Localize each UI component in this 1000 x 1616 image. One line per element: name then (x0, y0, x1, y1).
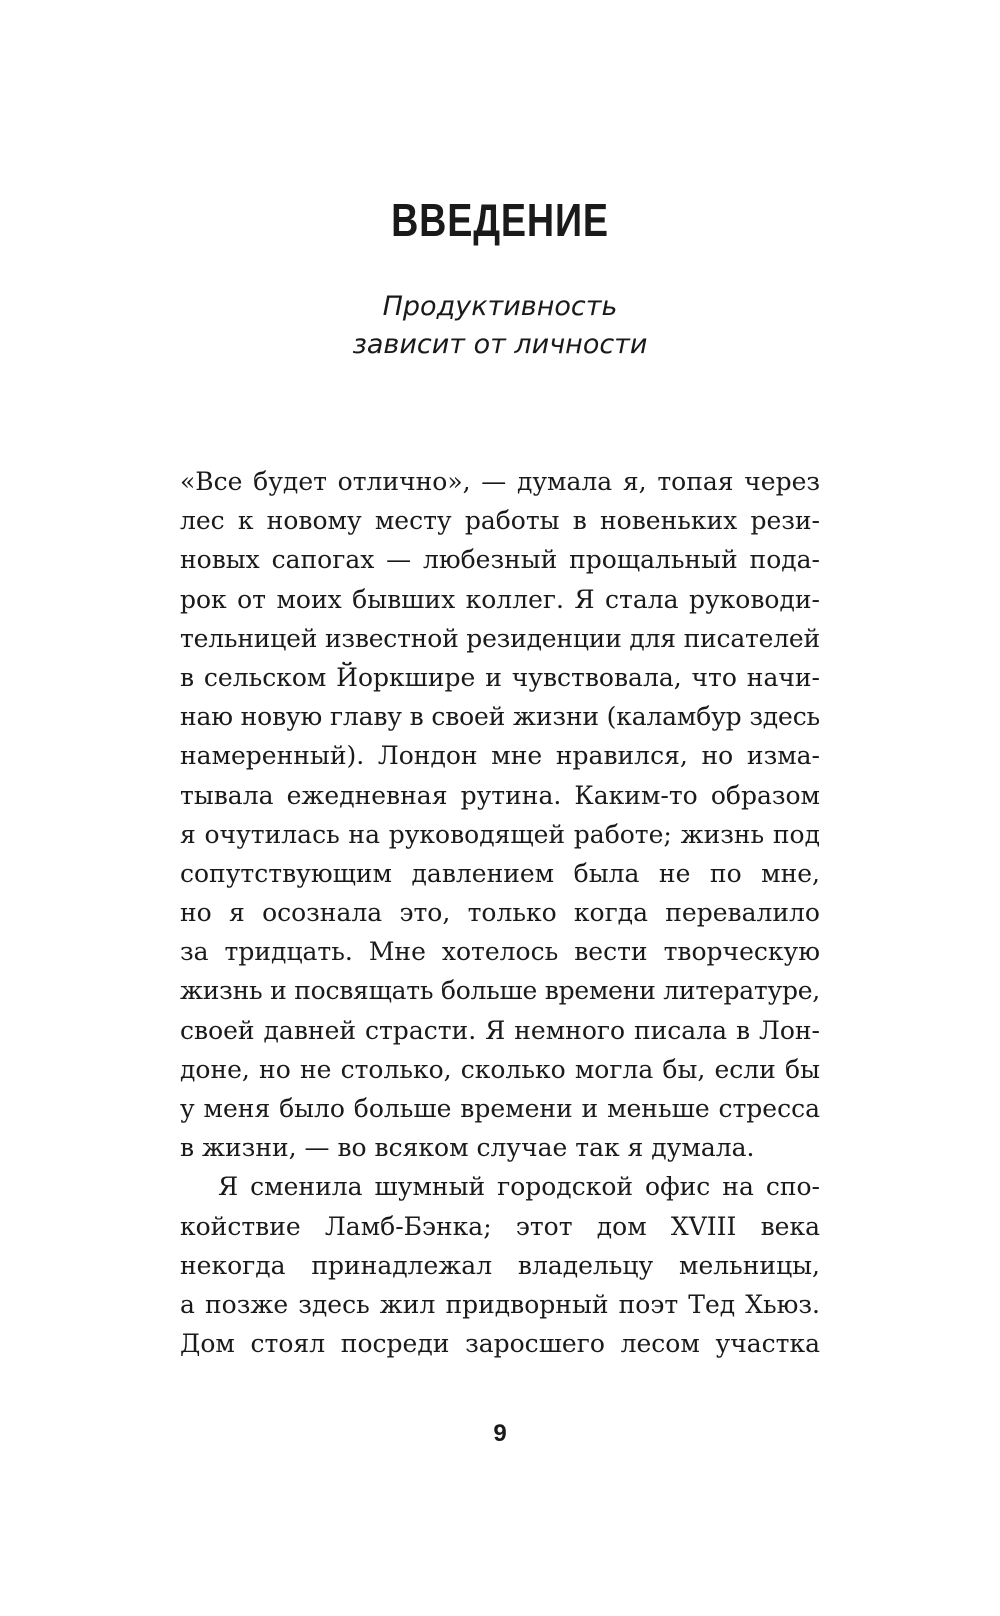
body-text (180, 462, 820, 1363)
text-line: лес к новому месту работы в новеньких рези- (180, 506, 820, 536)
text-line: а позже здесь жил придворный поэт Тед Хьюз. (180, 1289, 820, 1319)
text-line: я очутилась на руководящей работе; жизнь под (180, 819, 820, 849)
text-line: в сельском Йоркшире и чувствовала, что начи- (180, 662, 820, 692)
text-line: доне, но не столько, сколько могла бы, если бы (180, 1054, 820, 1084)
text-line: тельницей известной резиденции для писателей (180, 623, 820, 653)
text-line: намеренный). Лондон мне нравился, но изма- (180, 741, 820, 771)
text-line: «Все будет отлично», — думала я, топая через (180, 467, 820, 496)
paragraph-2 (180, 1167, 820, 1363)
text-line: у меня было больше времени и меньше стресса (180, 1094, 820, 1123)
paragraph-1 (180, 462, 820, 1167)
subtitle-line: зависит от личности (352, 329, 648, 360)
text-line: Я сменила шумный городской офис на спо- (218, 1172, 820, 1202)
chapter-subtitle (0, 288, 1000, 364)
text-line: но я осознала это, только когда перевалило (180, 898, 820, 928)
text-line: сопутствующим давлением была не по мне, (180, 858, 820, 888)
text-line: жизнь и посвящать больше времени литературе, (180, 976, 820, 1006)
text-line: наю новую главу в своей жизни (каламбур здесь (180, 702, 820, 732)
text-line: новых сапогах — любезный прощальный пода- (180, 545, 820, 575)
text-line: за тридцать. Мне хотелось вести творческую (180, 937, 820, 967)
text-line: тывала ежедневная рутина. Каким-то образом (180, 780, 820, 810)
text-line: Дом стоял посреди заросшего лесом участка (180, 1329, 820, 1359)
chapter-title: ВВЕДЕНИЕ (391, 194, 609, 246)
page-number: 9 (493, 1420, 507, 1447)
text-line: в жизни, — во всяком случае так я думала. (180, 1133, 755, 1163)
text-line: рок от моих бывших коллег. Я стала руководи- (180, 584, 820, 614)
subtitle-line: Продуктивность (382, 291, 618, 322)
text-line: своей давней страсти. Я немного писала в Лон- (180, 1015, 820, 1045)
text-line: некогда принадлежал владельцу мельницы, (180, 1250, 820, 1280)
text-line: койствие Ламб-Бэнка; этот дом XVIII века (180, 1211, 820, 1241)
